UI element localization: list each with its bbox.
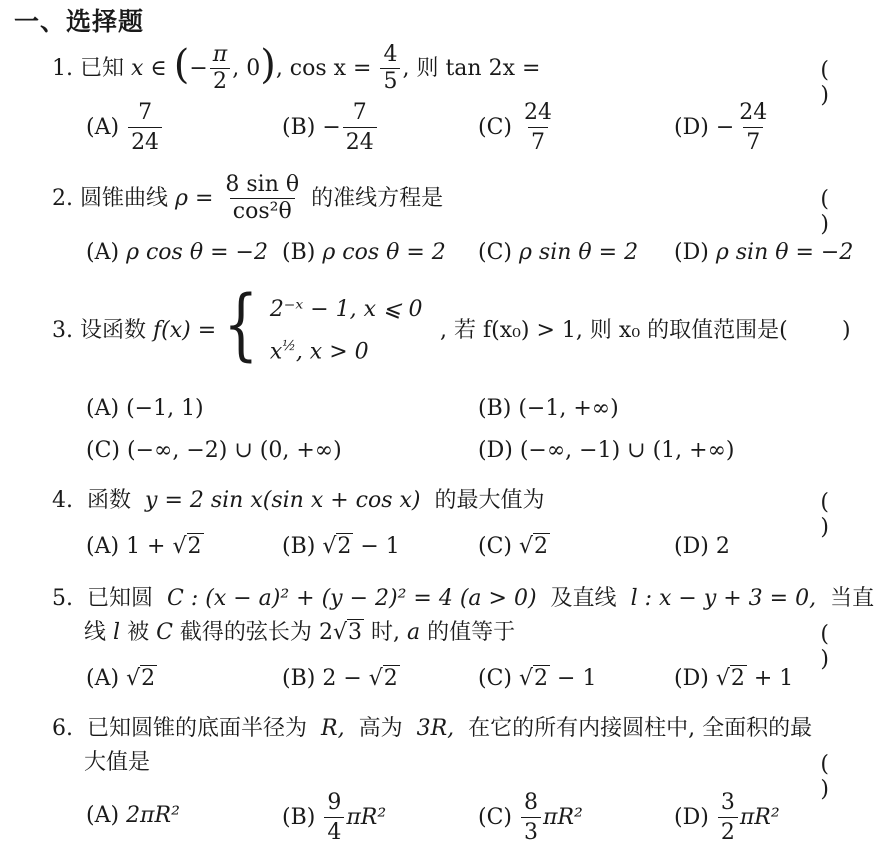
question-number: 5.	[52, 586, 73, 611]
q5-option-c[interactable]: (C) √2 − 1	[478, 666, 597, 691]
q1-option-c[interactable]: (C) $\frac{24}{7}$	[478, 100, 552, 155]
answer-paren: ( )	[820, 58, 843, 108]
q6-option-b[interactable]: (B) $\frac{9}{4}$ πR²	[282, 790, 387, 845]
q5-option-a[interactable]: (A) √2	[86, 666, 156, 691]
question-number: 2.	[52, 185, 73, 211]
q4-option-b[interactable]: (B) √2 − 1	[282, 534, 400, 559]
q2-option-b[interactable]: (B) ρ cos θ = 2	[282, 240, 446, 265]
q1-option-d[interactable]: (D) − $\frac{24}{7}$	[674, 100, 768, 155]
question-3-condition: , 若 f(x₀) > 1, 则 x₀ 的取值范围是(	[440, 318, 788, 343]
q1-option-b[interactable]: (B) − $\frac{7}{24}$	[282, 100, 379, 155]
q6-option-d[interactable]: (D) $\frac{3}{2}$ πR²	[674, 790, 780, 845]
piecewise-cases: 2⁻ˣ − 1, x ⩽ 0 $x^{\frac{1}{2}}$, x > 0	[269, 296, 423, 365]
answer-paren: ( )	[820, 752, 843, 802]
question-1-stem: 1. 已知 x ∈ ( − $\frac{\pi}{2}$ , 0 ) , cos x = $\frac{4}{5}$ , 则 tan 2x =	[52, 41, 541, 94]
question-2-stem: 2. 圆锥曲线 ρ = $\frac{\text{8 sin θ}}{\text{cos²θ}}$ 的准线方程是	[52, 172, 444, 224]
answer-paren: ( )	[820, 622, 843, 672]
q5-option-b[interactable]: (B) 2 − √2	[282, 666, 398, 691]
q6-option-a[interactable]: (A) 2πR²	[86, 802, 180, 828]
q4-option-c[interactable]: (C) √2	[478, 534, 549, 559]
q3-option-a[interactable]: (A) (−1, 1)	[86, 396, 204, 421]
q3-option-c[interactable]: (C) (−∞, −2) ∪ (0, +∞)	[86, 438, 342, 463]
question-number: 1.	[52, 55, 73, 81]
q2-option-d[interactable]: (D) ρ sin θ = −2	[674, 240, 854, 265]
question-6-stem-line2: 大值是	[84, 750, 151, 775]
question-3-stem: 3. 设函数 f(x) = { 2⁻ˣ − 1, x ⩽ 0 $x^{\frac{1}{2}}$, x > 0	[52, 280, 423, 370]
question-number: 3.	[52, 318, 73, 343]
question-number: 6.	[52, 716, 73, 741]
section-title: 一、选择题	[14, 7, 145, 36]
q4-option-a[interactable]: (A) 1 + √2	[86, 534, 202, 559]
question-number: 4.	[52, 488, 73, 513]
answer-paren: ( )	[820, 187, 843, 237]
question-5-stem-line2: 线 l 被 C 截得的弦长为 2√3 时, a 的值等于	[84, 620, 516, 645]
q6-option-c[interactable]: (C) $\frac{8}{3}$ πR²	[478, 790, 583, 845]
answer-paren: ( )	[820, 490, 843, 540]
q5-option-d[interactable]: (D) √2 + 1	[674, 666, 794, 691]
answer-paren-close: )	[842, 318, 851, 343]
q1-option-a[interactable]: (A) $\frac{7}{24}$	[86, 100, 164, 155]
question-4-stem: 4. 函数 y = 2 sin x(sin x + cos x) 的最大值为	[52, 488, 545, 513]
q3-option-d[interactable]: (D) (−∞, −1) ∪ (1, +∞)	[478, 438, 735, 463]
q3-option-b[interactable]: (B) (−1, +∞)	[478, 396, 619, 421]
q4-option-d[interactable]: (D) 2	[674, 534, 730, 559]
q2-option-c[interactable]: (C) ρ sin θ = 2	[478, 240, 639, 265]
question-6-stem-line1: 6. 已知圆锥的底面半径为 R, 高为 3R, 在它的所有内接圆柱中, 全面积的最	[52, 716, 813, 741]
question-5-stem-line1: 5. 已知圆 C : (x − a)² + (y − 2)² = 4 (a > 0) 及直线 l : x − y + 3 = 0, 当直	[52, 586, 874, 611]
q2-option-a[interactable]: (A) ρ cos θ = −2	[86, 240, 268, 265]
